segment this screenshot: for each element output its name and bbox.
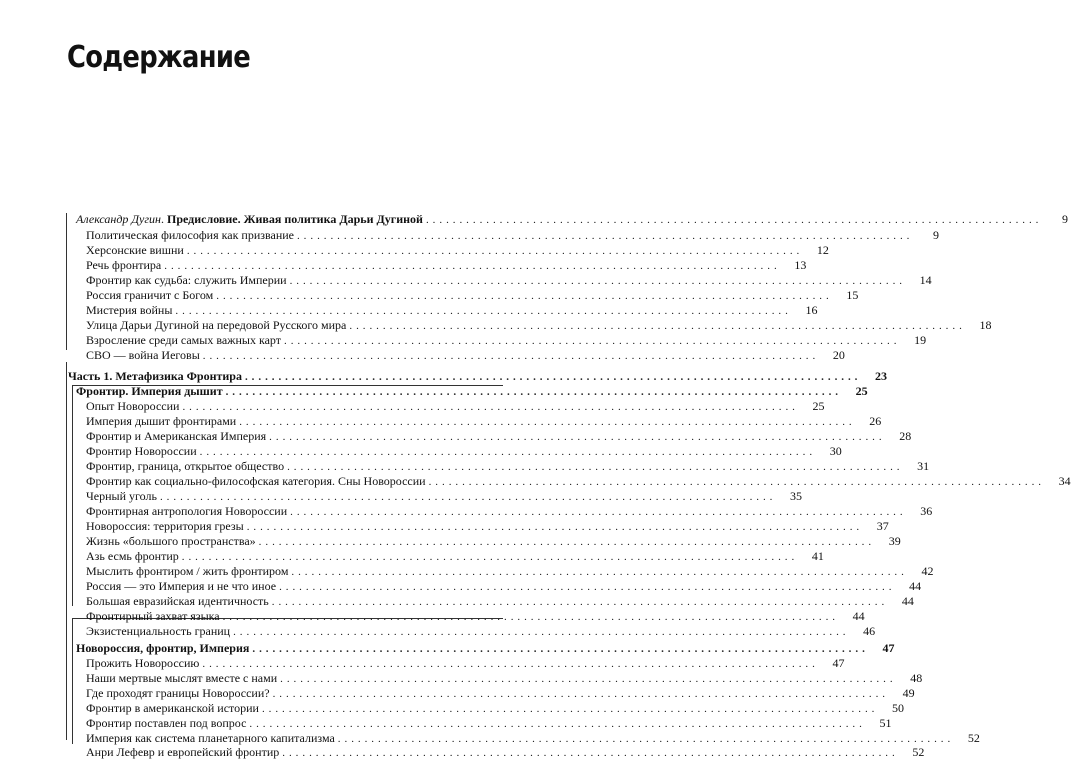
toc-entry[interactable] bbox=[86, 399, 825, 414]
page-number: 44 bbox=[901, 594, 914, 608]
toc-entry[interactable] bbox=[86, 701, 905, 716]
entry-label: Фронтир и Американская Империя bbox=[86, 429, 267, 443]
dot-leader bbox=[202, 657, 815, 671]
toc-entry[interactable] bbox=[86, 459, 930, 474]
toc-entry-part1[interactable] bbox=[68, 369, 888, 384]
entry-label: Речь фронтира bbox=[86, 258, 162, 272]
toc-entry[interactable] bbox=[86, 609, 865, 624]
entry-label: Большая евразийская идентичность bbox=[86, 594, 269, 608]
entry-label: Мистерия войны bbox=[86, 303, 173, 317]
toc-entry[interactable] bbox=[86, 273, 932, 288]
page-number: 39 bbox=[888, 534, 901, 548]
page-number: 12 bbox=[816, 243, 829, 257]
dot-leader bbox=[272, 595, 885, 609]
page-number: 42 bbox=[921, 564, 934, 578]
page-number: 25 bbox=[812, 399, 825, 413]
entry-label: Россия граничит с Богом bbox=[86, 288, 214, 302]
page-number: 9 bbox=[1062, 212, 1069, 226]
toc-entry[interactable] bbox=[86, 288, 859, 303]
page-number: 19 bbox=[914, 333, 927, 347]
toc-entry[interactable] bbox=[86, 474, 1071, 489]
entry-label: СВО — война Иеговы bbox=[86, 348, 200, 362]
page-number: 9 bbox=[933, 228, 940, 242]
part1-heading: Часть 1. Метафизика Фронтира bbox=[68, 369, 242, 383]
dot-leader bbox=[297, 229, 910, 243]
page-number: 20 bbox=[832, 348, 845, 362]
entry-label: Херсонские вишни bbox=[86, 243, 184, 257]
page-number: 18 bbox=[979, 318, 992, 332]
entry-label: Фронтирный захват языка bbox=[86, 609, 220, 623]
dot-leader bbox=[259, 535, 872, 549]
preface-author: Александр Дугин bbox=[76, 212, 161, 226]
entry-label: Опыт Новороссии bbox=[86, 399, 180, 413]
toc-entry[interactable] bbox=[86, 549, 824, 564]
page-number: 31 bbox=[917, 459, 930, 473]
page-number: 14 bbox=[919, 273, 932, 287]
dot-leader bbox=[252, 642, 865, 656]
dot-leader bbox=[290, 505, 903, 519]
page-number: 26 bbox=[869, 414, 882, 428]
dot-leader bbox=[175, 304, 788, 318]
page-number: 13 bbox=[794, 258, 807, 272]
entry-label: Фронтир Новороссии bbox=[86, 444, 197, 458]
dot-leader bbox=[349, 319, 962, 333]
dot-leader bbox=[269, 430, 882, 444]
page-number: 47 bbox=[882, 641, 895, 655]
page-number: 44 bbox=[909, 579, 922, 593]
page-number: 34 bbox=[1058, 474, 1071, 488]
entry-label: Фронтирная антропология Новороссии bbox=[86, 504, 288, 518]
dot-leader bbox=[284, 334, 897, 348]
entry-label: Империя как система планетарного капитализма bbox=[86, 731, 335, 745]
toc-entry[interactable] bbox=[86, 504, 933, 519]
entry-label: Мыслить фронтиром / жить фронтиром bbox=[86, 564, 289, 578]
entry-label: Черный уголь bbox=[86, 489, 157, 503]
page-number: 35 bbox=[790, 489, 803, 503]
toc-entry[interactable] bbox=[86, 303, 818, 318]
dot-leader bbox=[182, 400, 795, 414]
page-number: 51 bbox=[879, 716, 892, 730]
toc-entry[interactable] bbox=[86, 656, 845, 671]
toc-entry[interactable] bbox=[86, 519, 889, 534]
dot-leader bbox=[290, 274, 903, 288]
entry-label: Анри Лефевр и европейский фронтир bbox=[86, 745, 280, 759]
page-number: 52 bbox=[912, 745, 925, 759]
dot-leader bbox=[182, 550, 795, 564]
dot-leader bbox=[160, 490, 773, 504]
dot-leader bbox=[203, 349, 816, 363]
toc-entry[interactable] bbox=[86, 624, 876, 639]
page-number: 16 bbox=[805, 303, 818, 317]
page-number: 23 bbox=[875, 369, 888, 383]
toc-entry[interactable] bbox=[86, 731, 980, 746]
dot-leader bbox=[291, 565, 904, 579]
page-number: 52 bbox=[967, 731, 980, 745]
toc-entry[interactable] bbox=[86, 258, 807, 273]
dot-leader bbox=[262, 702, 875, 716]
toc-entry[interactable] bbox=[86, 564, 934, 579]
section-heading: Новороссия, фронтир, Империя bbox=[76, 641, 250, 655]
page-number: 46 bbox=[863, 624, 876, 638]
dot-leader bbox=[280, 672, 893, 686]
page-number: 30 bbox=[829, 444, 842, 458]
entry-label: Улица Дарьи Дугиной на передовой Русского мира bbox=[86, 318, 347, 332]
dot-leader bbox=[164, 259, 777, 273]
entry-label: Фронтир как судьба: служить Империи bbox=[86, 273, 287, 287]
dot-leader bbox=[279, 580, 892, 594]
entry-label: Фронтир в американской истории bbox=[86, 701, 259, 715]
toc-entry[interactable] bbox=[86, 716, 892, 731]
toc-entry-section[interactable] bbox=[76, 384, 868, 399]
page-title: Содержание bbox=[67, 40, 251, 75]
page-number: 28 bbox=[899, 429, 912, 443]
toc-entry-preface[interactable]: Александр Дугин. Предисловие. Живая политика Дарьи Дугиной . . . 9 bbox=[76, 212, 497, 227]
page-number: 15 bbox=[846, 288, 859, 302]
page-number: 47 bbox=[832, 656, 845, 670]
entry-label: Новороссия: территория грезы bbox=[86, 519, 244, 533]
toc-entry[interactable] bbox=[86, 333, 927, 348]
entry-label: Где проходят границы Новороссии? bbox=[86, 686, 270, 700]
entry-label: Империя дышит фронтирами bbox=[86, 414, 237, 428]
preface-frame bbox=[66, 213, 67, 350]
entry-label: Прожить Новороссию bbox=[86, 656, 200, 670]
entry-label: Взросление среди самых важных карт bbox=[86, 333, 281, 347]
dot-leader bbox=[200, 445, 813, 459]
dot-leader bbox=[273, 687, 886, 701]
dot-leader bbox=[338, 732, 951, 746]
toc-entry[interactable] bbox=[86, 243, 829, 258]
dot-leader bbox=[233, 625, 846, 639]
entry-label: Фронтир поставлен под вопрос bbox=[86, 716, 247, 730]
entry-label: Азь есмь фронтир bbox=[86, 549, 179, 563]
toc-entry[interactable] bbox=[86, 594, 914, 609]
page-number: 36 bbox=[920, 504, 933, 518]
toc-entry[interactable] bbox=[86, 579, 922, 594]
page-number: 49 bbox=[902, 686, 915, 700]
toc-entry[interactable] bbox=[86, 429, 912, 444]
entry-label: Экзистенциальность границ bbox=[86, 624, 231, 638]
dot-leader bbox=[187, 244, 800, 258]
toc-entry[interactable] bbox=[86, 686, 915, 701]
toc-entry-section[interactable] bbox=[76, 641, 895, 656]
dot-leader bbox=[239, 415, 852, 429]
entry-label: Жизнь «большого пространства» bbox=[86, 534, 256, 548]
toc-entry[interactable] bbox=[86, 228, 940, 243]
entry-label: Наши мертвые мыслят вместе с нами bbox=[86, 671, 278, 685]
page-number: 44 bbox=[852, 609, 865, 623]
page-number: 41 bbox=[811, 549, 824, 563]
dot-leader bbox=[426, 213, 1039, 227]
dot-leader bbox=[287, 460, 900, 474]
dot-leader bbox=[282, 746, 895, 760]
dot-leader bbox=[429, 475, 1042, 489]
toc-entry[interactable] bbox=[86, 444, 842, 459]
part1-frame bbox=[66, 362, 67, 740]
toc-entry[interactable] bbox=[86, 671, 923, 686]
dot-leader bbox=[226, 385, 839, 399]
page-number: 25 bbox=[855, 384, 868, 398]
section-heading: Фронтир. Империя дышит bbox=[76, 384, 223, 398]
toc-entry[interactable] bbox=[86, 489, 803, 504]
dot-leader bbox=[245, 370, 858, 384]
toc-entry[interactable] bbox=[86, 348, 845, 363]
toc-entry[interactable] bbox=[86, 414, 882, 429]
dot-leader bbox=[216, 289, 829, 303]
page-number: 48 bbox=[910, 671, 923, 685]
toc-entry[interactable] bbox=[86, 318, 992, 333]
preface-heading: Предисловие. Живая политика Дарьи Дугиной bbox=[166, 212, 423, 226]
dot-leader bbox=[223, 610, 836, 624]
entry-label: Россия — это Империя и не что иное bbox=[86, 579, 277, 593]
page-number: 50 bbox=[892, 701, 905, 715]
entry-label: Фронтир как социально-философская категория. Сны Новороссии bbox=[86, 474, 426, 488]
entry-label: Политическая философия как призвание bbox=[86, 228, 294, 242]
dot-leader bbox=[247, 520, 860, 534]
entry-label: Фронтир, граница, открытое общество bbox=[86, 459, 285, 473]
toc-entry[interactable] bbox=[86, 534, 901, 549]
toc-entry[interactable] bbox=[86, 745, 925, 760]
page-number: 37 bbox=[876, 519, 889, 533]
dot-leader bbox=[249, 717, 862, 731]
